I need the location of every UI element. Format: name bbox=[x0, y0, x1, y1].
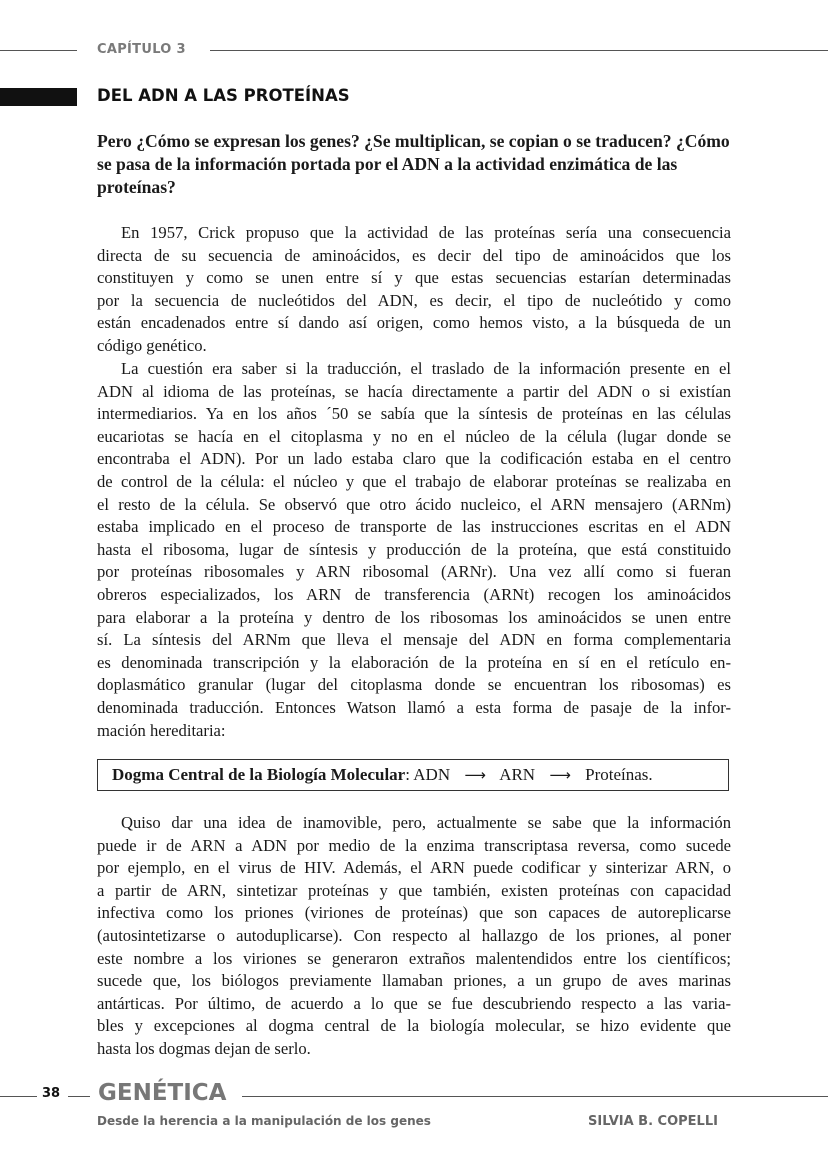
text-line: código genético. bbox=[97, 335, 207, 355]
text-line: por ejemplo, en el virus de HIV. Además, el ARN puede codificar y sinterizar ARN, o bbox=[97, 858, 731, 878]
text-line: por proteínas ribosomales y ARN ribosomal (ARNr). Una vez allí como si fueran bbox=[97, 562, 731, 582]
footer-rule-left bbox=[0, 1096, 37, 1097]
text-line: directa de su secuencia de aminoácidos, es decir del tipo de aminoácidos que los bbox=[97, 245, 731, 265]
paragraph-1 bbox=[97, 222, 731, 358]
text-line: mación hereditaria: bbox=[97, 720, 226, 740]
text-line: doplasmático granular (lugar del citoplasma donde se encuentran los ribosomas) es bbox=[97, 675, 731, 695]
text-line: este nombre a los viriones se generaron extraños malentendidos entre los científicos; bbox=[97, 948, 731, 968]
text-line: ADN al idioma de las proteínas, se hacía directamente a partir del ADN o si existían bbox=[97, 381, 731, 401]
right-arrow-icon: ⟶ bbox=[549, 766, 571, 784]
chapter-label: CAPÍTULO 3 bbox=[97, 42, 186, 57]
dogma-box bbox=[97, 759, 729, 791]
dogma-sep: : bbox=[405, 765, 410, 784]
paragraph-3 bbox=[97, 812, 731, 1061]
dogma-step-adn: ADN bbox=[413, 765, 451, 784]
text-line: (autosintetizarse o autoduplicarse). Con respecto al hallazgo de los priones, al poner bbox=[97, 925, 731, 945]
intro-question: Pero ¿Cómo se expresan los genes? ¿Se multiplican, se copian o se traducen? ¿Cómo se pasa de la información portada por el ADN a la actividad enzimática de las proteínas? bbox=[97, 131, 730, 197]
text-line: sí. La síntesis del ARNm que lleva el mensaje del ADN en forma complementaria bbox=[97, 630, 731, 650]
text-line: intermediarios. Ya en los años ´50 se sabía que la síntesis de proteínas en las células bbox=[97, 404, 731, 424]
text-line: para elaborar a la proteína y dentro de los ribosomas los aminoácidos se unen entre bbox=[97, 607, 731, 627]
text-line: encontraba el ADN). Por un lado estaba claro que la codificación estaba en el centro bbox=[97, 449, 731, 469]
text-line: están encadenados entre sí dando así origen, como hemos visto, a la búsqueda de un bbox=[97, 313, 731, 333]
header-rule-left bbox=[0, 50, 77, 51]
dogma-label: Dogma Central de la Biología Molecular bbox=[112, 765, 406, 784]
text-line: es denominada transcripción y la elaboración de la proteína en sí en el retículo en- bbox=[97, 652, 731, 672]
text-line: denominada traducción. Entonces Watson llamó a esta forma de pasaje de la infor- bbox=[97, 697, 731, 717]
page-number: 38 bbox=[42, 1086, 61, 1101]
text-line: de control de la célula: el núcleo y que el trabajo de elaborar proteínas se realizaba en bbox=[97, 471, 731, 491]
book-title: GENÉTICA bbox=[98, 1080, 227, 1106]
right-arrow-icon: ⟶ bbox=[464, 766, 486, 784]
text-line: a partir de ARN, sintetizar proteínas y que también, existen proteínas con capacidad bbox=[97, 880, 731, 900]
author-name: SILVIA B. COPELLI bbox=[588, 1114, 718, 1129]
text-line: constituyen y como se unen entre sí y que estas secuencias estarían determinadas bbox=[97, 268, 731, 288]
text-line: bles y excepciones al dogma central de la biología molecular, se hizo evidente que bbox=[97, 1016, 731, 1036]
footer-rule-mid bbox=[68, 1096, 90, 1097]
text-line: hasta el ribosoma, lugar de síntesis y producción de la proteína, que está constituido bbox=[97, 539, 731, 559]
text-line: antárticas. Por último, de acuerdo a lo que se fue descubriendo respecto a las varia- bbox=[97, 993, 731, 1013]
text-line: sucede que, los biólogos previamente llamaban priones, a un grupo de aves marinas bbox=[97, 971, 731, 991]
text-line: En 1957, Crick propuso que la actividad de las proteínas sería una consecuencia bbox=[121, 223, 731, 242]
footer-rule-right bbox=[242, 1096, 828, 1097]
header-rule-right bbox=[210, 50, 828, 51]
text-line: eucariotas se hacía en el citoplasma y no en el núcleo de la célula (lugar donde se bbox=[97, 426, 731, 446]
text-line: obreros especializados, los ARN de transferencia (ARNt) recogen los aminoácidos bbox=[97, 584, 731, 604]
paragraph-2 bbox=[97, 358, 731, 742]
text-line: Quiso dar una idea de inamovible, pero, actualmente se sabe que la información bbox=[121, 813, 731, 832]
text-line: por la secuencia de nucleótidos del ADN, es decir, el tipo de nucleótido y como bbox=[97, 290, 731, 310]
text-line: el resto de la célula. Se observó que otro ácido nucleico, el ARN mensajero (ARNm) bbox=[97, 494, 731, 514]
book-subtitle: Desde la herencia a la manipulación de los genes bbox=[97, 1114, 431, 1128]
dogma-step-proteinas: Proteínas. bbox=[585, 765, 653, 784]
text-line: hasta los dogmas dejan de serlo. bbox=[97, 1038, 311, 1058]
title-bar-decoration bbox=[0, 88, 77, 106]
section-title: DEL ADN A LAS PROTEÍNAS bbox=[97, 86, 350, 105]
text-line: infectiva como los priones (viriones de proteínas) que son capaces de autoreplicarse bbox=[97, 903, 731, 923]
text-line: estaba implicado en el proceso de transporte de las instrucciones escritas en el ADN bbox=[97, 517, 731, 537]
text-line: La cuestión era saber si la traducción, el traslado de la información presente en el bbox=[121, 359, 731, 378]
text-line: puede ir de ARN a ADN por medio de la enzima transcriptasa reversa, como sucede bbox=[97, 835, 731, 855]
dogma-step-arn: ARN bbox=[499, 765, 536, 784]
